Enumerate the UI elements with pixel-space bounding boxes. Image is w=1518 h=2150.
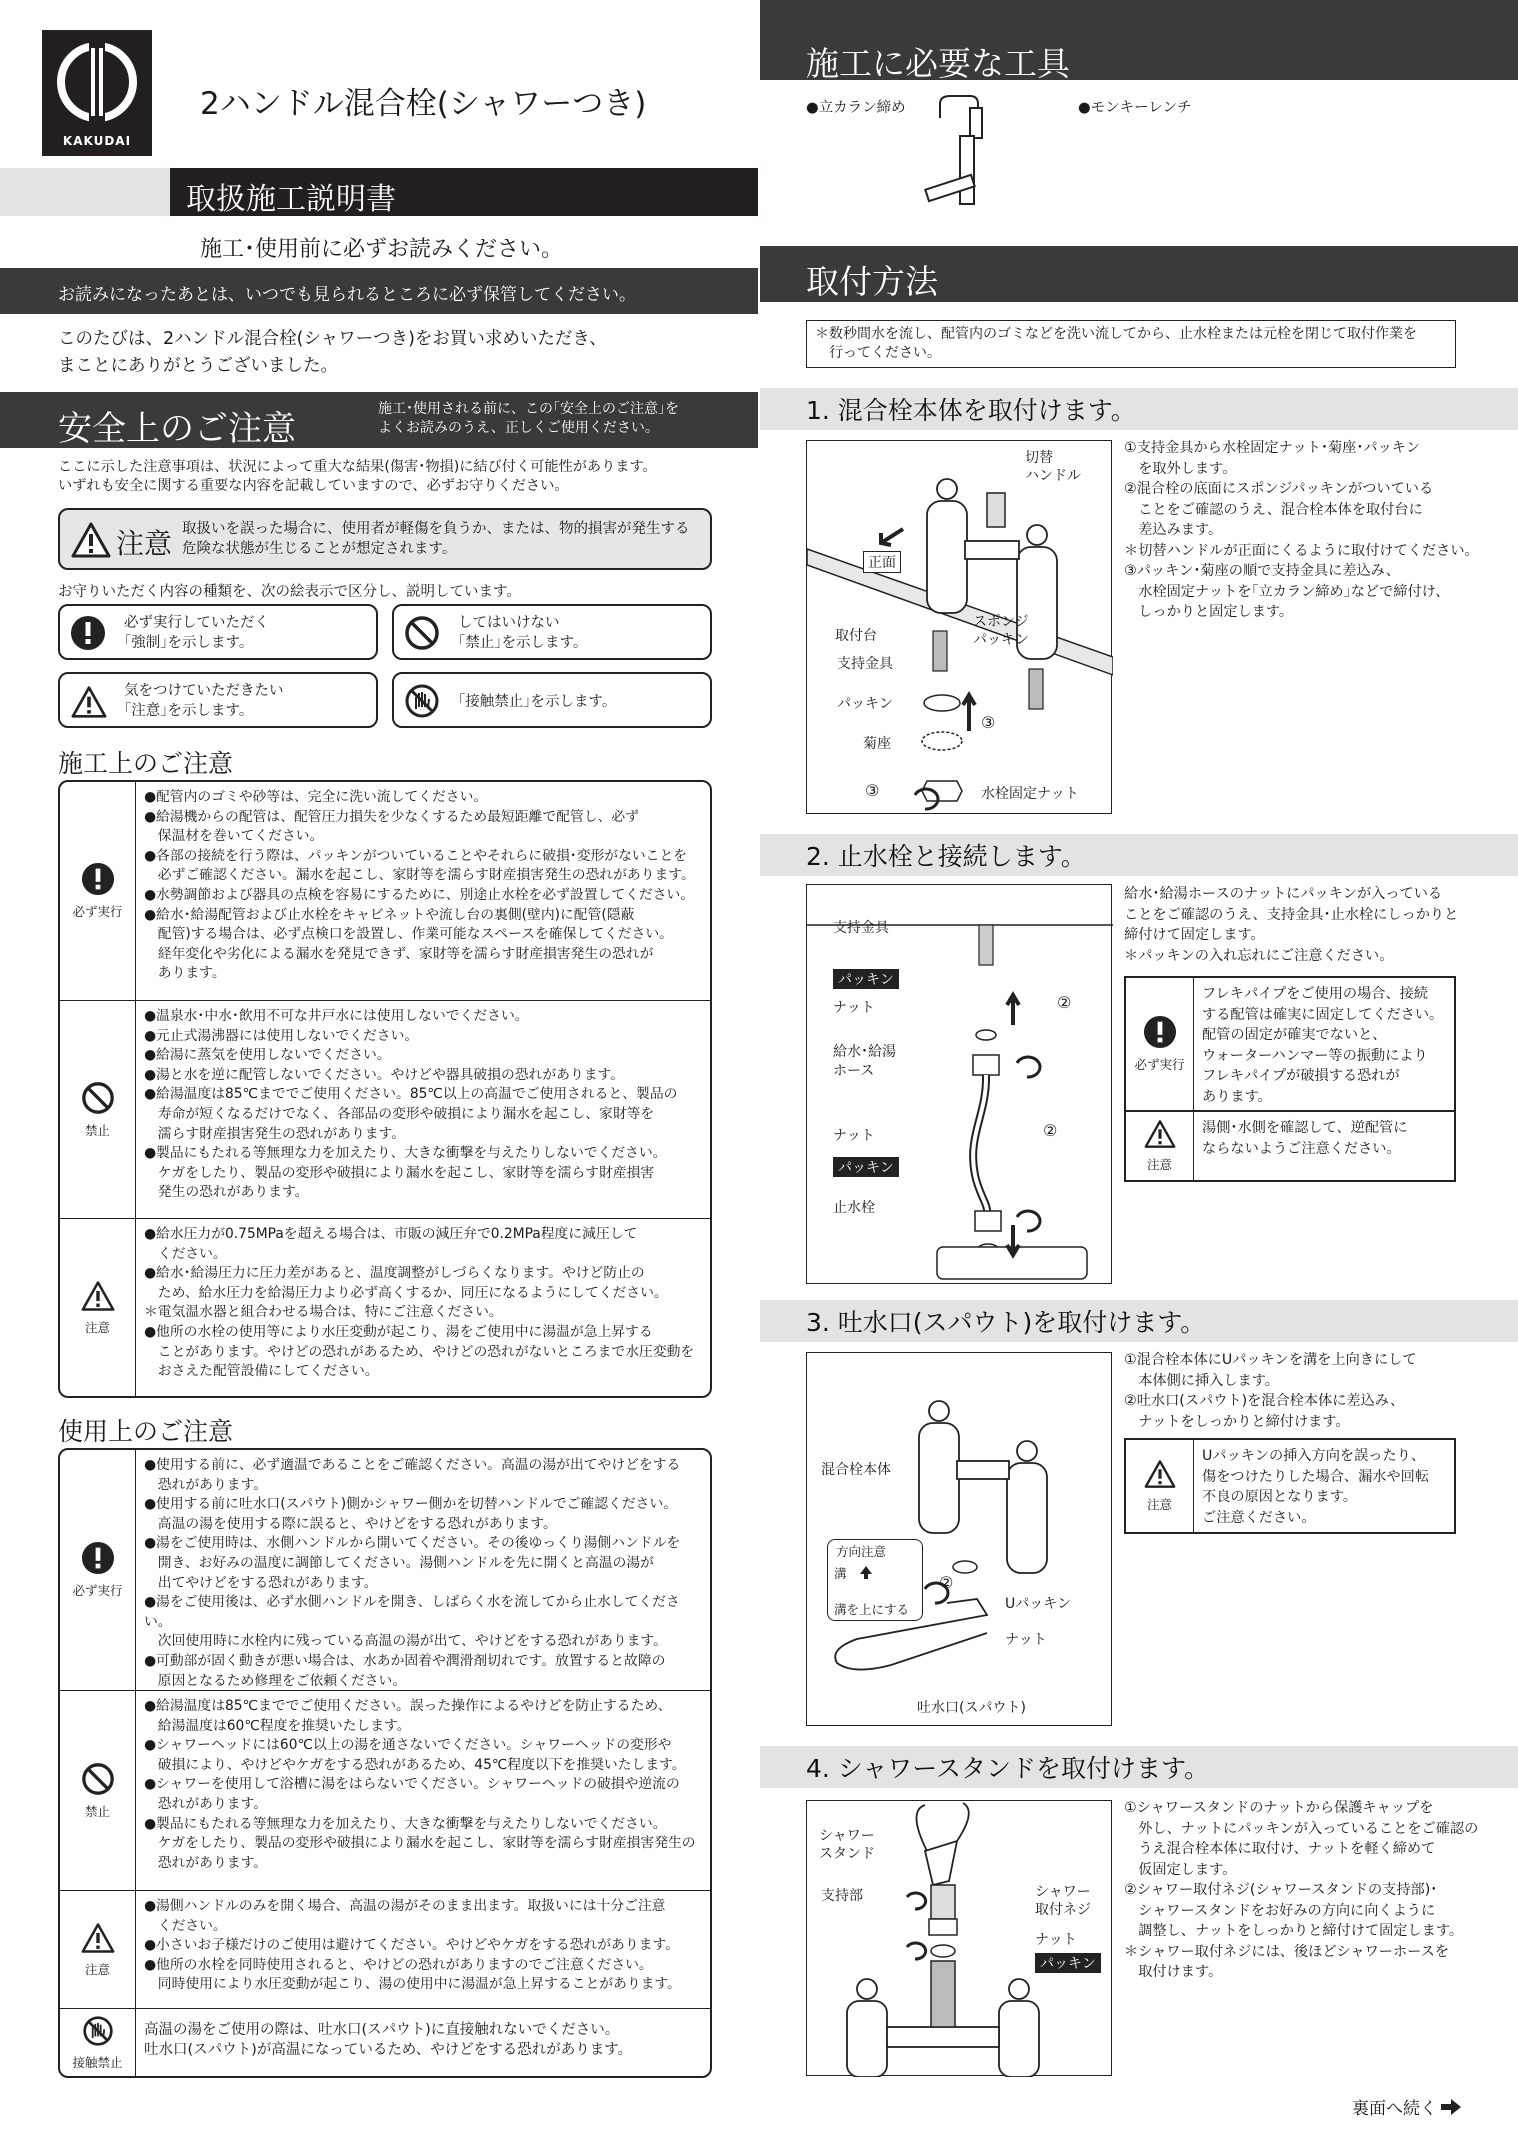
- arrow-right-icon: [1441, 2099, 1461, 2115]
- mandatory-icon: [1143, 1015, 1177, 1049]
- step3-title: 3. 吐水口(スパウト)を取付けます。: [806, 1308, 1206, 1337]
- label-groove: 溝: [834, 1566, 847, 1581]
- row-label: 注意: [84, 1319, 110, 1335]
- label-step-2: ②: [939, 1573, 954, 1592]
- warn-label: 注意: [1146, 1497, 1172, 1512]
- label-front: 正面: [863, 551, 901, 573]
- use-row-caution: [60, 1890, 710, 2008]
- label-base: 取付台: [835, 628, 877, 644]
- legend-mandatory-text: 必ず実行していただく ｢強制｣を示します。: [124, 615, 269, 651]
- caution-icon: [80, 1280, 116, 1312]
- label-bracket: 支持金具: [837, 656, 893, 672]
- label-hose: 給水･給湯 ホース: [833, 1044, 896, 1079]
- step3-figure: [806, 1352, 1112, 1726]
- use-row-mandatory: [60, 1450, 710, 1690]
- legend-prohibited: [392, 604, 712, 660]
- row-text: ●配管内のゴミや砂等は、完全に洗い流してください。 ●給湯機からの配管は、配管圧力損失を少なくするため最短距離で配管し、必ず 保温材を巻いてください。 ●各部の接続を行う際は、パッキンがついていることやそれらに破損･変形がないことを 必ずご確認ください。漏水を起こし、家財等を濡らす財産損害発生の恐れがあります。 ●水勢調節および器具の点検を容易にするために、別途止水栓を必ず設置してください。 ●給水･給湯配管および止水栓をキャビネットや流し台の裏側(壁内)に配管(隠蔽 配管)する場合は、必ず点検口を設置し、作業可能なスペースを確保してください。 経年変化や劣化による漏水を発見できず、家財等を濡らす財産損害発生の恐れが あります。: [144, 789, 695, 982]
- row-text: 高温の湯をご使用の際は、吐水口(スパウト)に直接触れないでください。 吐水口(スパウト)が高温になっているため、やけどをする恐れがあります。: [144, 2022, 633, 2058]
- step4-title: 4. シャワースタンドを取付けます。: [806, 1754, 1210, 1783]
- no-touch-icon: [404, 683, 440, 719]
- step2-mandatory-text: フレキパイプをご使用の場合、接続 する配管は確実に固定してください。 配管の固定が確実でないと、 ウォーターハンマー等の振動により フレキパイプが破損する恐れが あります。: [1202, 986, 1444, 1105]
- step2-caution-box: [1124, 1112, 1456, 1182]
- caution-icon: [70, 521, 112, 559]
- install-row-caution: [60, 1218, 710, 1396]
- label-bracket: 支持金具: [833, 920, 889, 936]
- install-row-mandatory: [60, 782, 710, 1000]
- next-page-indicator: [1352, 2094, 1461, 2119]
- label-step-3a: ③: [981, 713, 996, 732]
- caution-icon: [1143, 1119, 1177, 1149]
- keep-notice-bar: [0, 268, 758, 314]
- label-packing-2: パッキン: [833, 1157, 899, 1177]
- step2-title: 2. 止水栓と接続します。: [806, 842, 1086, 871]
- mounting-heading: 取付方法: [806, 262, 938, 301]
- warn-label: 注意: [1146, 1157, 1172, 1172]
- label-support: 支持部: [821, 1888, 863, 1904]
- product-title: 2ハンドル混合栓(シャワーつき): [200, 86, 647, 122]
- step2-figure: [806, 884, 1112, 1284]
- caution-icon: [80, 1922, 116, 1954]
- label-upacking: Uパッキン: [1005, 1596, 1072, 1612]
- tools-heading-bar: [760, 0, 1518, 83]
- step1-title: 1. 混合栓本体を取付けます。: [806, 396, 1136, 425]
- step2-caution-text: 湯側･水側を確認して、逆配管に ならないようご注意ください。: [1202, 1120, 1408, 1157]
- use-cautions-heading: 使用上のご注意: [58, 1417, 234, 1446]
- label-body: 混合栓本体: [821, 1462, 891, 1478]
- safety-heading-bar: [0, 392, 758, 448]
- legend-caution-text: 気をつけていただきたい ｢注意｣を示します。: [124, 683, 284, 719]
- use-row-no-touch: [60, 2008, 710, 2076]
- prohibited-icon: [81, 1081, 115, 1115]
- arrow-up-icon: [858, 1564, 874, 1580]
- use-cautions-table: [58, 1448, 712, 2078]
- label-packing: パッキン: [1035, 1953, 1101, 1973]
- step3-bar: [760, 1300, 1518, 1342]
- label-nut-2: ナット: [833, 1128, 875, 1144]
- safety-heading: 安全上のご注意: [58, 409, 296, 449]
- step4-figure: [806, 1800, 1112, 2076]
- step2-text: 給水･給湯ホースのナットにパッキンが入っている ことをご確認のうえ、支持金具･止水栓にしっかりと 締付けて固定します。 ＊パッキンの入れ忘れにご注意ください。: [1124, 886, 1459, 964]
- label-washer: 菊座: [863, 736, 891, 752]
- mandatory-icon: [81, 862, 115, 896]
- row-label: 注意: [84, 1961, 110, 1977]
- step4-text: ①シャワースタンドのナットから保護キャップを 外し、ナットにパッキンが入っていることをご確認の うえ混合栓本体に取付け、ナットを軽く締めて 仮固定します。 ②シャワー取付ネジ(シャワースタンドの支持部)･ シャワースタンドをお好みの方向に向くように 調整し、ナットをしっかりと締付けて固定します。 ＊シャワー取付ネジには、後ほどシャワーホースを 取付けます。: [1124, 1800, 1479, 1980]
- mounting-heading-bar: [760, 246, 1518, 302]
- label-direction: 方向注意: [836, 1544, 887, 1559]
- label-screw: シャワー 取付ネジ: [1035, 1884, 1091, 1918]
- row-label: 禁止: [84, 1122, 110, 1138]
- step3-caution-box: [1124, 1438, 1456, 1534]
- mandatory-icon: [81, 1541, 115, 1575]
- install-cautions-heading: 施工上のご注意: [58, 749, 234, 778]
- label-spout: 吐水口(スパウト): [917, 1700, 1026, 1716]
- step3-text: ①混合栓本体にUパッキンを溝を上向きにして 本体側に挿入します。 ②吐水口(スパウト)を混合栓本体に差込み、 ナットをしっかりと締付けます。: [1124, 1352, 1417, 1430]
- brand-name: KAKUDAI: [62, 134, 132, 148]
- step4-bar: [760, 1746, 1518, 1788]
- label-nut: ナット: [1035, 1932, 1077, 1948]
- legend-mandatory: [58, 604, 378, 660]
- legend-no-touch: [392, 672, 712, 728]
- classify-text: お守りいただく内容の種類を、次の絵表示で区分し、説明しています。: [58, 584, 521, 600]
- row-text: ●使用する前に、必ず適温であることをご確認ください。高温の湯が出てやけどをする 恐れがあります。 ●使用する前に吐水口(スパウト)側かシャワー側かを切替ハンドルでご確認ください。 高温の湯を使用する際に誤ると、やけどをする恐れがあります。 ●湯をご使用時は、水側ハンドルから開いてください。その後ゆっくり湯側ハンドルを 開き、お好みの温度に調節してください。湯側ハンドルを先に開くと高温の湯が 出てやけどをする恐れがあります。 ●湯をご使用後は、必ず水側ハンドルを開き、しばらく水を流してから止水してください。 次回使用時に水栓内に残っている高温の湯が出て、やけどをする恐れがあります。 ●可動部が固く動きが悪い場合は、水あか固着や潤滑剤切れです。放置すると故障の 原因となるため修理をご依頼ください。: [144, 1457, 681, 1689]
- step1-text: ①支持金具から水栓固定ナット･菊座･パッキン を取外します。 ②混合栓の底面にスポンジパッキンがついている ことをご確認のうえ、混合栓本体を取付台に 差込みます。 ＊切替ハンドルが正面にくるように取付けてください。 ③パッキン･菊座の順で支持金具に差込み、 水栓固定ナットを｢立カラン締め｣などで締付け、 しっかりと固定します。: [1124, 440, 1479, 620]
- caution-label: 注意: [116, 527, 173, 560]
- step2-bar: [760, 834, 1518, 876]
- step2-mandatory-box: [1124, 976, 1456, 1112]
- legend-caution: [58, 672, 378, 728]
- label-nut: ナット: [1005, 1632, 1047, 1648]
- thanks-message: このたびは、2ハンドル混合栓(シャワーつき)をお買い求めいただき、 まことにありがとうございました。: [58, 329, 607, 376]
- brand-logo: [42, 30, 152, 156]
- step1-figure: [806, 440, 1112, 814]
- caution-text: 取扱いを誤った場合に、使用者が軽傷を負うか、または、物的損害が発生する 危険な状態が生じることが想定されます。: [182, 521, 690, 557]
- label-valve: 止水栓: [833, 1200, 875, 1216]
- keep-notice: お読みになったあとは、いつでも見られるところに必ず保管してください。: [58, 285, 636, 305]
- caution-definition-box: [58, 508, 712, 570]
- no-touch-icon: [82, 2015, 114, 2047]
- manual-title-bar: [170, 168, 758, 216]
- row-label: 禁止: [84, 1803, 110, 1819]
- row-label: 必ず実行: [72, 1583, 123, 1598]
- label-packing: パッキン: [837, 696, 893, 712]
- label-packing-1: パッキン: [833, 969, 899, 989]
- label-groove-up: 溝を上にする: [834, 1602, 910, 1617]
- manual-title: 取扱施工説明書: [186, 182, 396, 217]
- row-label: 接触禁止: [72, 2054, 123, 2070]
- label-stand: シャワー スタンド: [819, 1828, 875, 1862]
- use-row-prohibited: [60, 1690, 710, 1890]
- row-label: 必ず実行: [72, 904, 123, 919]
- label-handle: 切替 ハンドル: [1025, 450, 1081, 484]
- safety-heading-note: 施工･使用される前に、この｢安全上のご注意｣を よくお読みのうえ、正しくご使用ください。: [378, 401, 679, 436]
- row-text: ●湯側ハンドルのみを開く場合、高温の湯がそのまま出ます。取扱いには十分ご注意 ください。 ●小さいお子様だけのご使用は避けてください。やけどやケガをする恐れがあります。 ●他所の水栓を同時使用されると、やけどの恐れがありますのでご注意ください。 同時使用により水圧変動が起こり、湯の使用中に湯温が急上昇することがあります。: [144, 1898, 681, 1993]
- tool-item-1: ●立カラン締め: [806, 100, 906, 116]
- install-cautions-table: [58, 780, 712, 1398]
- tool-item-2: ●モンキーレンチ: [1078, 100, 1192, 116]
- row-text: ●給湯温度は85℃まででご使用ください。誤った操作によるやけどを防止するため、 給湯温度は60℃程度を推奨いたします。 ●シャワーヘッドには60℃以上の湯を通さないでください。シャワーヘッドの変形や 破損により、やけどやケガをする恐れがあるため、45℃程度以下を推奨いたします。 ●シャワーを使用して浴槽に湯をはらないでください。シャワーヘッドの破損や逆流の 恐れがあります。 ●製品にもたれる等無理な力を加えたり、大きな衝撃を与えたりしないでください。 ケガをしたり、製品の変形や破損により漏水を起こし、家財等を濡らす財産損害発生の 恐れがあります。: [144, 1698, 696, 1871]
- label-step-3b: ③: [865, 781, 880, 800]
- legend-no-touch-text: ｢接触禁止｣を示します。: [458, 694, 617, 710]
- safety-intro: ここに示した注意事項は、状況によって重大な結果(傷害･物損)に結び付く可能性があります。 いずれも安全に関する重要な内容を記載していますので、必ずお守りください。: [58, 459, 657, 494]
- next-page-text: 裏面へ続く: [1352, 2099, 1437, 2119]
- faucet-wrench-illustration: [920, 92, 1010, 212]
- caution-icon: [70, 685, 108, 719]
- step1-bar: [760, 388, 1518, 430]
- manual-title-bar-left: [0, 168, 170, 216]
- label-step-2b: ②: [1043, 1121, 1058, 1140]
- kakudai-logo-icon: [42, 34, 152, 130]
- install-row-prohibited: [60, 1000, 710, 1218]
- label-sponge: スポンジ パッキン: [973, 614, 1029, 648]
- legend-prohibited-text: してはいけない ｢禁止｣を示します。: [458, 615, 588, 651]
- caution-icon: [1143, 1459, 1177, 1489]
- mandatory-icon: [70, 615, 106, 651]
- mounting-pre-note: ＊数秒間水を流し、配管内のゴミなどを洗い流してから、止水栓または元栓を閉じて取付作業を 行ってください。: [806, 320, 1456, 368]
- warn-label: 必ず実行: [1134, 1057, 1185, 1072]
- read-before-notice: 施工･使用前に必ずお読みください。: [200, 237, 564, 262]
- hose-connection-illustration: [807, 885, 1113, 1285]
- tools-heading: 施工に必要な工具: [806, 44, 1070, 83]
- prohibited-icon: [404, 615, 440, 651]
- row-text: ●給水圧力が0.75MPaを超える場合は、市販の減圧弁で0.2MPa程度に減圧して ください。 ●給水･給湯圧力に圧力差があると、温度調整がしづらくなります。やけど防止の ため、給水圧力を給湯圧力より必ず高くするか、同圧になるようにしてください。 ＊電気温水器と組合わせる場合は、特にご注意ください。 ●他所の水栓の使用等により水圧変動が起こり、湯をご使用中に湯温が急上昇する ことがあります。やけどの恐れがあるため、やけどの恐れがないところまで水圧変動を おさえた配管設備にしてください。: [144, 1226, 695, 1380]
- row-text: ●温泉水･中水･飲用不可な井戸水には使用しないでください。 ●元止式湯沸器には使用しないでください。 ●給湯に蒸気を使用しないでください。 ●湯と水を逆に配管しないでください。やけどや器具破損の恐れがあります。 ●給湯温度は85℃まででご使用ください。85℃以上の高温でご使用されると、製品の 寿命が短くなるだけでなく、各部品の変形や破損により漏水を起こし、家財等を 濡らす財産損害発生の恐れがあります。 ●製品にもたれる等無理な力を加えたり、大きな衝撃を与えたりしないでください。 ケガをしたり、製品の変形や破損により漏水を起こし、家財等を濡らす財産損害 発生の恐れがあります。: [144, 1008, 678, 1201]
- label-nut-1: ナット: [833, 1000, 875, 1016]
- label-nut: 水栓固定ナット: [981, 786, 1079, 802]
- prohibited-icon: [81, 1762, 115, 1796]
- direction-note-box: [827, 1539, 923, 1621]
- step3-caution-text: Uパッキンの挿入方向を誤ったり、 傷をつけたりした場合、漏水や回転 不良の原因となります。 ご注意ください。: [1202, 1448, 1430, 1526]
- label-step-2a: ②: [1057, 993, 1072, 1012]
